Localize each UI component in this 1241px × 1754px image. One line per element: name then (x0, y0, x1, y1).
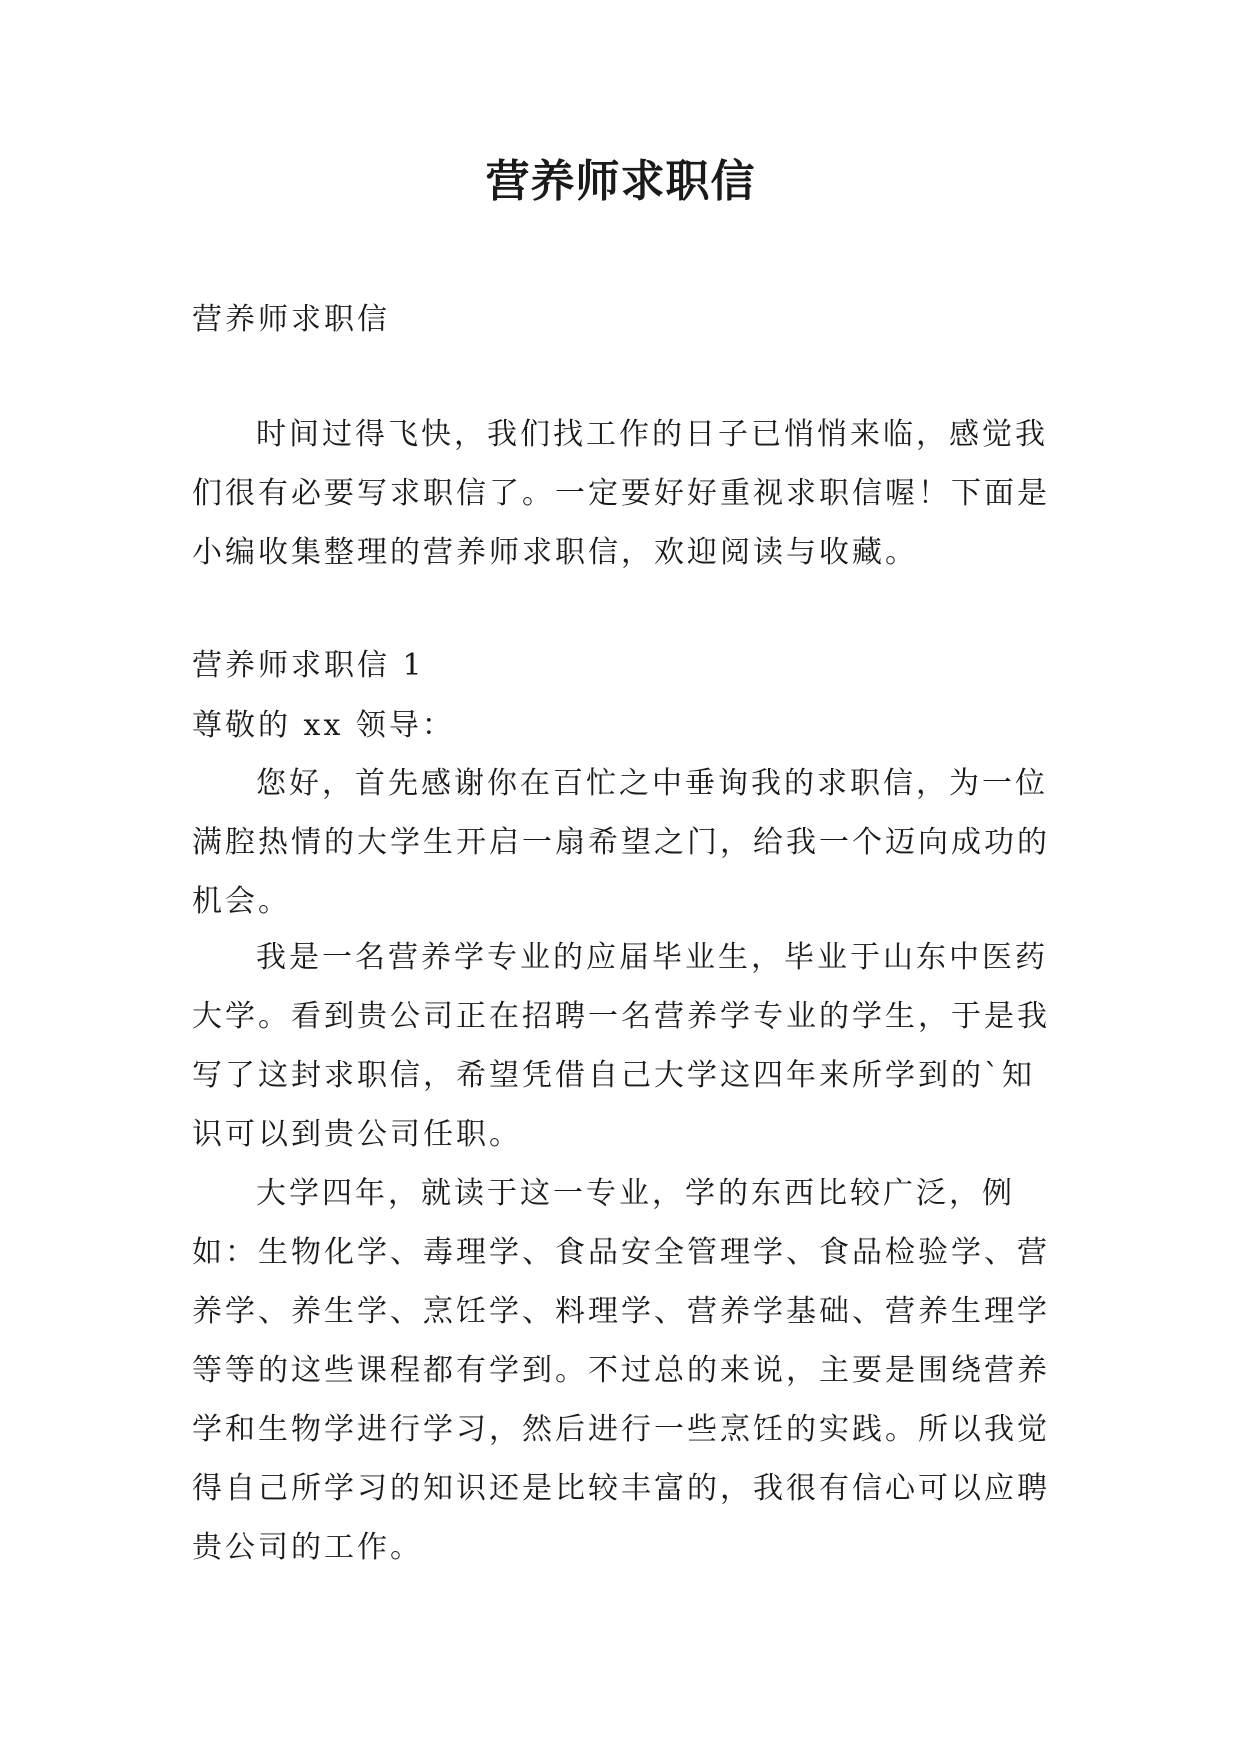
document-subtitle: 营养师求职信 (192, 302, 390, 337)
letter-paragraph: 我是一名营养学专业的应届毕业生，毕业于山东中医药大学。看到贵公司正在招聘一名营养学专业的学生，于是我写了这封求职信，希望凭借自己大学这四年来所学到的`知识可以到贵公司任职。 (192, 940, 1050, 1152)
letter-heading: 营养师求职信 1 (192, 648, 425, 683)
letter-paragraph: 您好，首先感谢你在百忙之中垂询我的求职信，为一位满腔热情的大学生开启一扇希望之门，给我一个迈向成功的机会。 (192, 766, 1050, 919)
letter-salutation: 尊敬的 xx 领导： (192, 708, 455, 743)
intro-paragraph: 时间过得飞快，我们找工作的日子已悄悄来临，感觉我们很有必要写求职信了。一定要好好重视求职信喔！下面是小编收集整理的营养师求职信，欢迎阅读与收藏。 (192, 417, 1050, 570)
document-title: 营养师求职信 (485, 156, 756, 207)
letter-paragraph: 大学四年，就读于这一专业，学的东西比较广泛，例如：生物化学、毒理学、食品安全管理学、食品检验学、营养学、养生学、烹饪学、料理学、营养学基础、营养生理学等等的这些课程都有学到。不过总的来说，主要是围绕营养学和生物学进行学习，然后进行一些烹饪的实践。所以我觉得自己所学习的知识还是比较丰富的，我很有信心可以应聘贵公司的工作。 (192, 1176, 1050, 1565)
